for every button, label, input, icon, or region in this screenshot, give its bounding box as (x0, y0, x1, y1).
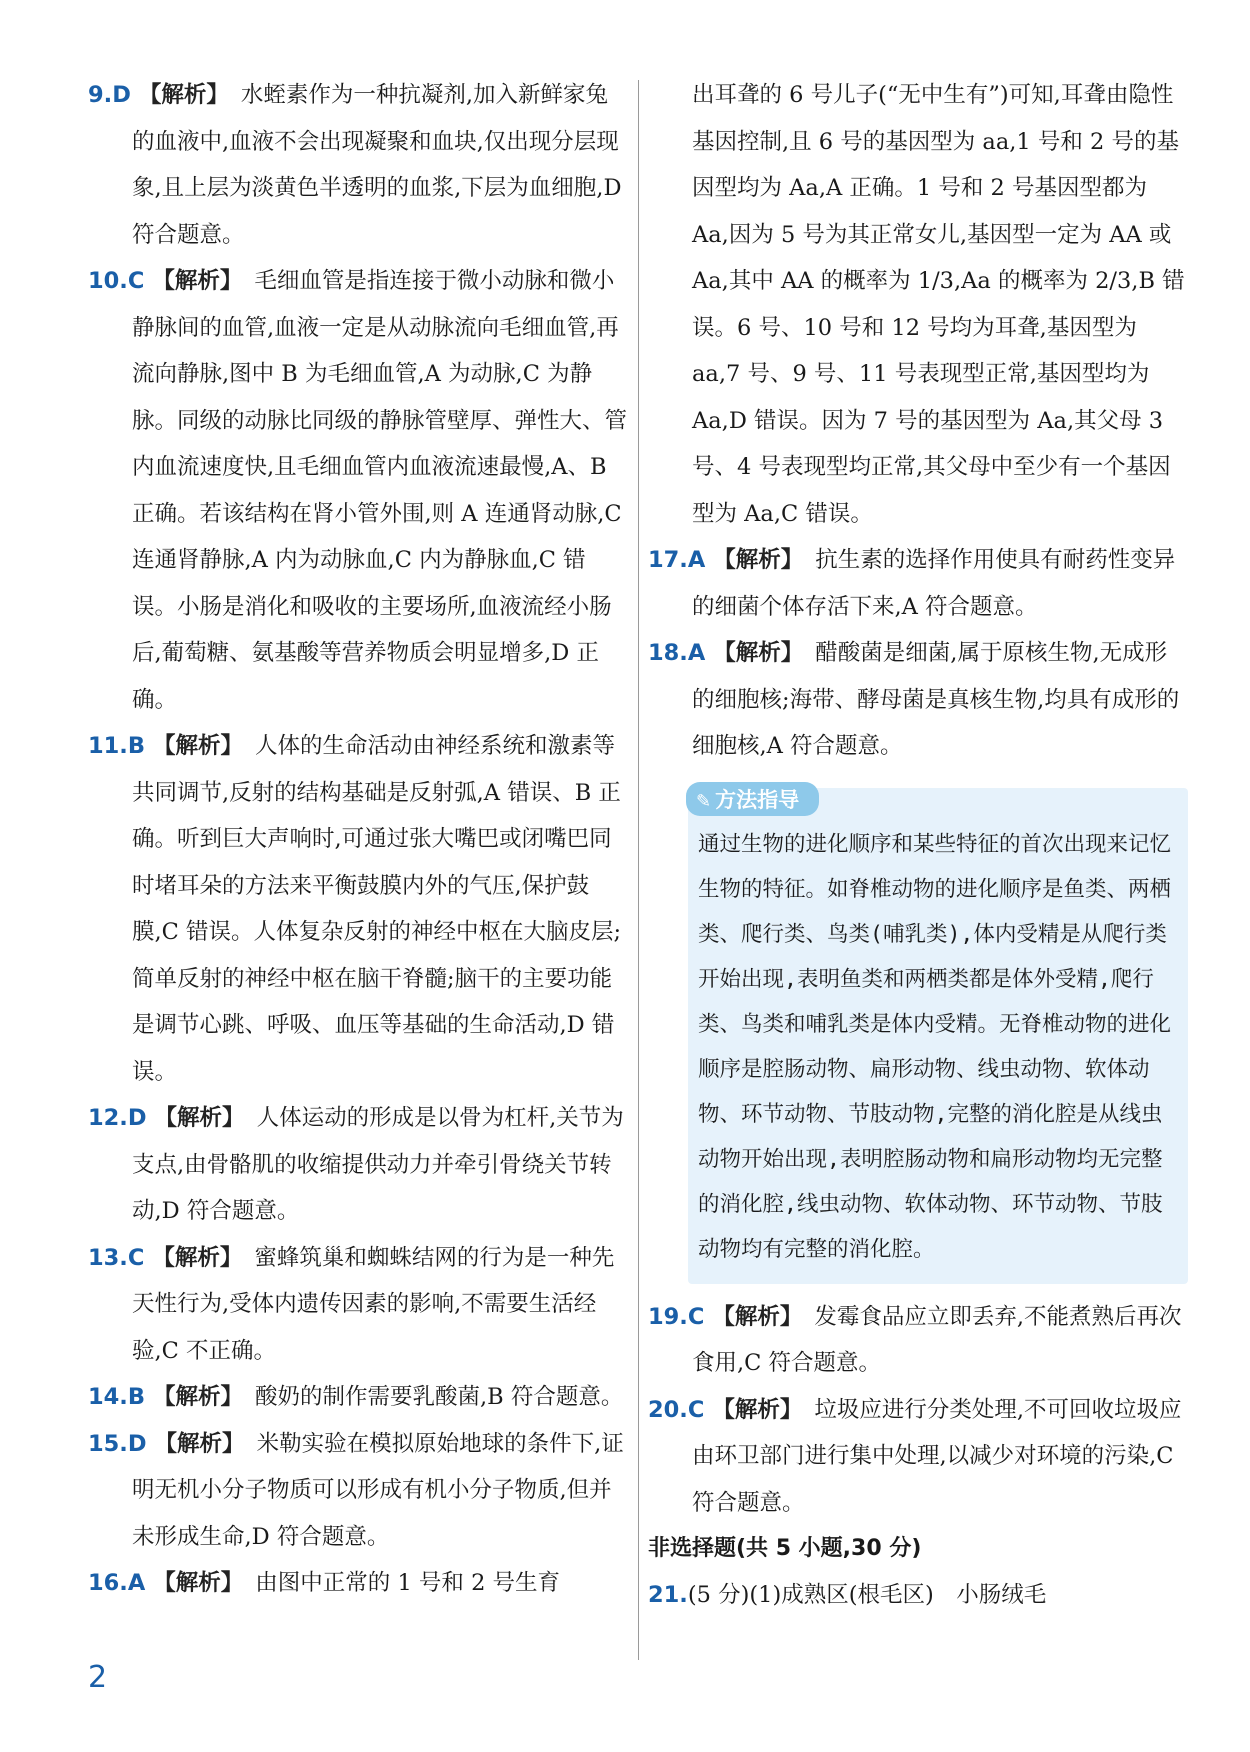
analysis-tag: 【解析】 (153, 1570, 244, 1596)
answer-text: 米勒实验在模拟原始地球的条件下,证明无机小分子物质可以形成有机小分子物质,但并未形成生命,D 符合题意。 (132, 1430, 624, 1550)
answer-number: 19.C (648, 1303, 705, 1330)
left-column (88, 72, 628, 1607)
answer-number: 12.D (88, 1105, 147, 1131)
answer-text: 酸奶的制作需要乳酸菌,B 符合题意。 (255, 1384, 624, 1410)
answer-text: 垃圾应进行分类处理,不可回收垃圾应由环卫部门进行集中处理,以减少对环境的污染,C 符合题意。 (692, 1396, 1182, 1516)
analysis-tag: 【解析】 (152, 268, 243, 294)
answer-item (88, 72, 628, 258)
page-number: 2 (88, 1660, 108, 1695)
answer-number: 14.B (88, 1384, 146, 1410)
answer-text: 醋酸菌是细菌,属于原核生物,无成形的细胞核;海带、酵母菌是真核生物,均具有成形的细胞核,A 符合题意。 (692, 640, 1180, 759)
answer-text: 蜜蜂筑巢和蜘蛛结网的行为是一种先天性行为,受体内遗传因素的影响,不需要生活经验,C 不正确。 (132, 1244, 615, 1364)
answer-item (88, 1421, 628, 1561)
method-guide-box (688, 788, 1188, 1284)
analysis-tag: 【解析】 (713, 547, 804, 573)
analysis-tag: 【解析】 (154, 1105, 245, 1131)
answer-number: 18.A (648, 640, 706, 666)
answer-number: 13.C (88, 1244, 145, 1271)
answer-text: 发霉食品应立即丢弃,不能煮熟后再次食用,C 符合题意。 (692, 1303, 1182, 1376)
answer-item (88, 1235, 628, 1375)
answer-item (88, 258, 628, 723)
analysis-tag: 【解析】 (713, 640, 804, 666)
analysis-tag: 【解析】 (138, 82, 229, 108)
answer-text: 人体运动的形成是以骨为杠杆,关节为支点,由骨骼肌的收缩提供动力并牵引骨绕关节转动,D 符合题意。 (132, 1105, 624, 1224)
answer-text: 抗生素的选择作用使具有耐药性变异的细菌个体存活下来,A 符合题意。 (692, 547, 1176, 620)
answer-text: 毛细血管是指连接于微小动脉和微小静脉间的血管,血液一定是从动脉流向毛细血管,再流向静脉,图中 B 为毛细血管,A 为动脉,C 为静脉。同级的动脉比同级的静脉管壁厚、弹性大、管内血流速度快,且毛细血管内血液流速最慢,A、B 正确。若该结构在肾小管外围,则 A 连通肾动脉,C 连通肾静脉,A 内为动脉血,C 内为静脉血,C 错误。小肠是消化和吸收的主要场所,血液流经小肠后,葡萄糖、氨基酸等营养物质会明显增多,D 正确。 (132, 268, 628, 713)
answer-number: 20.C (648, 1396, 705, 1423)
analysis-tag: 【解析】 (153, 1384, 244, 1410)
analysis-tag: 【解析】 (712, 1303, 803, 1330)
answer-item (88, 1095, 628, 1235)
analysis-tag: 【解析】 (154, 1430, 245, 1457)
answer-number: 10.C (88, 268, 145, 294)
analysis-tag: 【解析】 (152, 1244, 243, 1271)
answer-number: 11.B (88, 733, 146, 759)
answer-number: 16.A (88, 1570, 146, 1596)
section-heading: 非选择题(共 5 小题,30 分) (648, 1536, 922, 1561)
answer-text: (5 分)(1)成熟区(根毛区) 小肠绒毛 (687, 1582, 1047, 1608)
answer-item (648, 1572, 1188, 1619)
column-divider (638, 80, 639, 1660)
answer-text: 水蛭素作为一种抗凝剂,加入新鲜家兔的血液中,血液不会出现凝聚和血块,仅出现分层现象,且上层为淡黄色半透明的血浆,下层为血细胞,D 符合题意。 (132, 82, 622, 248)
answer-item (88, 1374, 628, 1421)
answer-number: 9.D (88, 82, 131, 108)
answer-item (648, 1387, 1188, 1527)
answer-number: 17.A (648, 547, 706, 573)
analysis-tag: 【解析】 (712, 1396, 803, 1423)
answer-item (88, 1560, 628, 1607)
answer-item (648, 537, 1188, 630)
method-guide-title (686, 782, 819, 816)
answer-item (648, 630, 1188, 770)
answer-continuation: 出耳聋的 6 号儿子(“无中生有”)可知,耳聋由隐性基因控制,且 6 号的基因型为 aa,1 号和 2 号的基因型均为 Aa,A 正确。1 号和 2 号基因型都为 Aa,因为 5 号为其正常女儿,基因型一定为 AA 或 Aa,其中 AA 的概率为 1/3,Aa 的概率为 2/3,B 错误。6 号、10 号和 12 号均为耳聋,基因型为 aa,7 号、9 号、11 号表现型正常,基因型均为 Aa,D 错误。因为 7 号的基因型为 Aa,其父母 3 号、4 号表现型均正常,其父母中至少有一个基因型为 Aa,C 错误。 (692, 82, 1185, 527)
method-guide-label: 方法指导 (715, 787, 800, 812)
right-column (648, 72, 1188, 1619)
answer-number: 21. (648, 1582, 688, 1608)
answer-item (88, 723, 628, 1095)
pen-icon: ✎ (696, 790, 712, 812)
method-guide-text: 通过生物的进化顺序和某些特征的首次出现来记忆生物的特征。如脊椎动物的进化顺序是鱼类、两栖类、爬行类、鸟类(哺乳类),体内受精是从爬行类开始出现,表明鱼类和两栖类都是体外受精,爬行类、鸟类和哺乳类是体内受精。无脊椎动物的进化顺序是腔肠动物、扁形动物、线虫动物、软体动物、环节动物、节肢动物,完整的消化腔是从线虫动物开始出现,表明腔肠动物和扁形动物均无完整的消化腔,线虫动物、软体动物、环节动物、节肢动物均有完整的消化腔。 (698, 831, 1172, 1262)
answer-number: 15.D (88, 1430, 147, 1457)
analysis-tag: 【解析】 (153, 733, 244, 759)
answer-text: 人体的生命活动由神经系统和激素等共同调节,反射的结构基础是反射弧,A 错误、B 正确。听到巨大声响时,可通过张大嘴巴或闭嘴巴同时堵耳朵的方法来平衡鼓膜内外的气压,保护鼓膜,C 错误。人体复杂反射的神经中枢在大脑皮层;简单反射的神经中枢在脑干脊髓;脑干的主要功能是调节心跳、呼吸、血压等基础的生命活动,D 错误。 (132, 733, 622, 1085)
answer-text: 由图中正常的 1 号和 2 号生育 (255, 1570, 561, 1596)
answer-item (648, 1294, 1188, 1387)
